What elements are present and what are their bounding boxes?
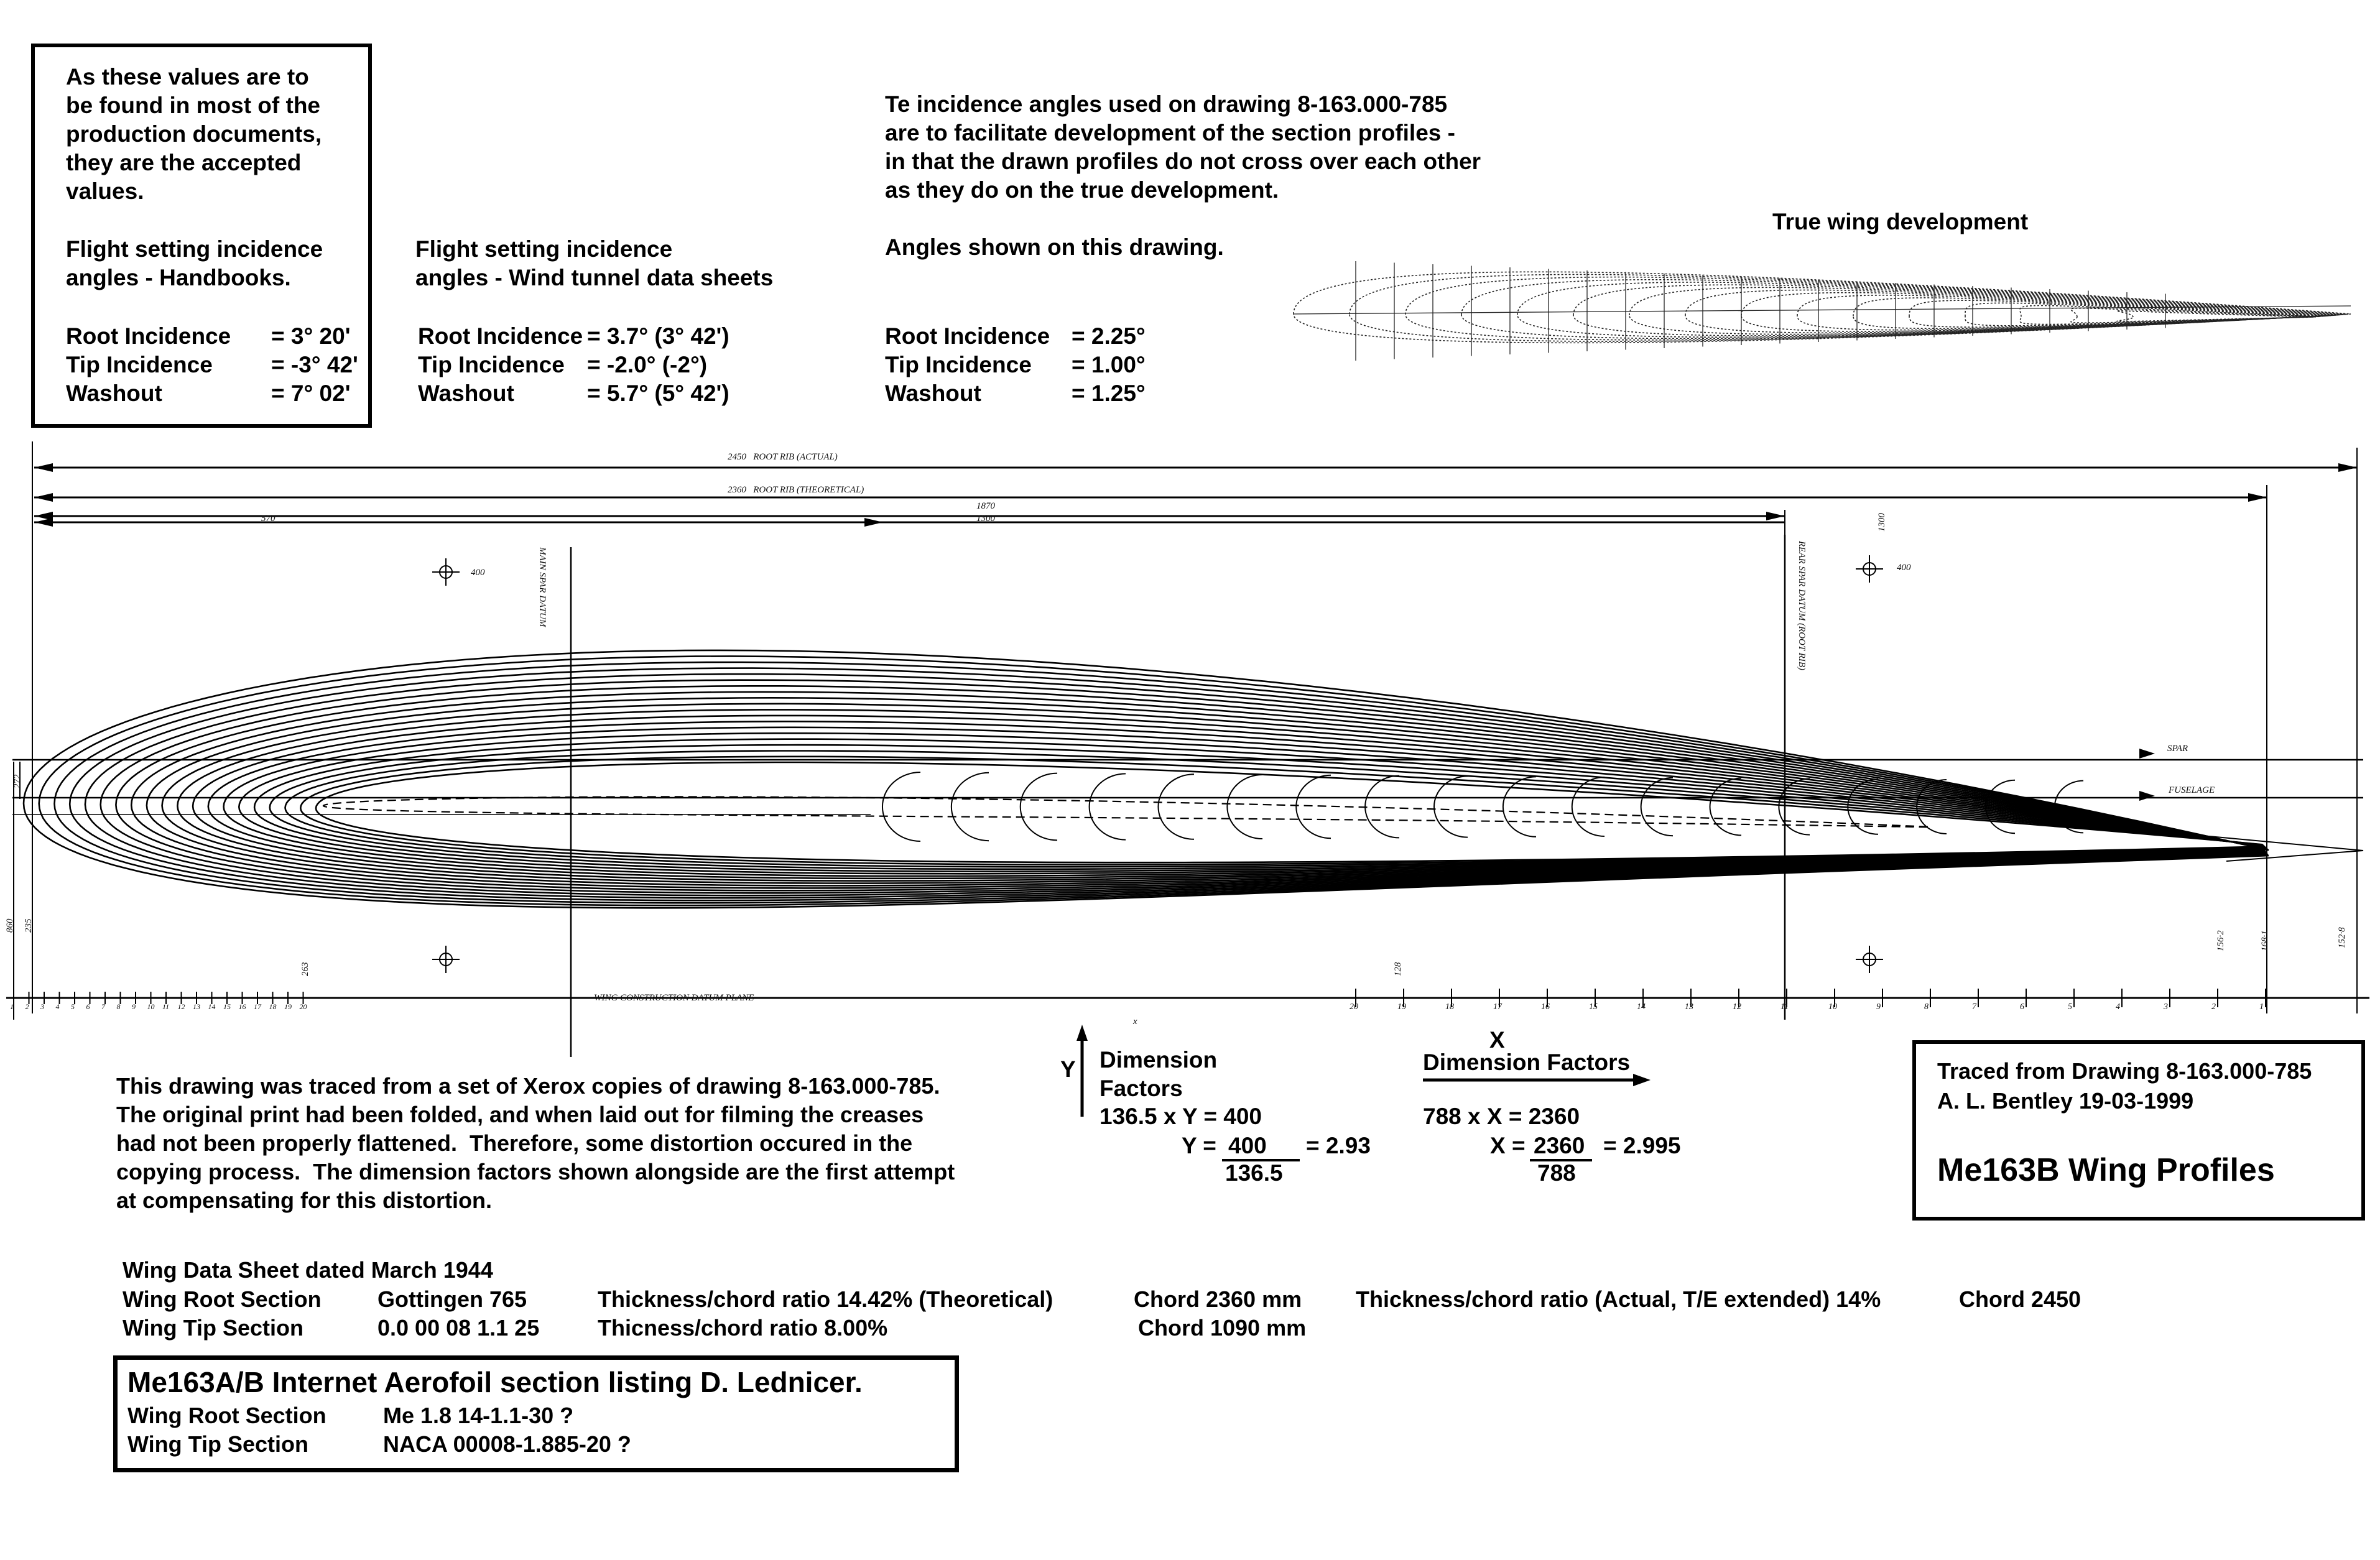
station-number: 10: [1828, 1002, 1837, 1012]
wing-data-sheet-header: Wing Data Sheet dated March 1944: [123, 1257, 493, 1283]
main-spar-datum-label: MAIN SPAR DATUM: [537, 547, 547, 627]
station-number: 7: [101, 1002, 105, 1011]
x-dimension-factors-title: Dimension Factors: [1423, 1050, 1631, 1075]
section-loop: [1021, 773, 1057, 841]
height-1528-label: 152·8: [2337, 927, 2347, 948]
y-factor-denominator: 136.5: [1225, 1160, 1283, 1186]
handbook-root-value: = 3° 20': [271, 323, 351, 349]
accepted-values-note: As these values are to be found in most of the production documents, they are the accepted values.: [66, 64, 322, 204]
station-number: 2: [25, 1002, 29, 1011]
spar-label: SPAR: [2167, 744, 2188, 754]
wind-tunnel-angles-table: [418, 322, 729, 408]
drawing-tip-label: Tip Incidence: [885, 352, 1032, 377]
station-number: 1: [2259, 1002, 2264, 1012]
station-number: 3: [40, 1002, 44, 1011]
x-factor-lhs: X =: [1490, 1133, 1526, 1158]
station-number: 20: [1350, 1002, 1358, 1012]
true-wing-development-sketch: [1294, 261, 2351, 361]
station-number: 17: [1493, 1002, 1502, 1012]
y-dimension-factors-title: Dimension Factors: [1100, 1047, 1218, 1101]
drawing-tip-value: = 1.00°: [1072, 352, 1146, 377]
title-block-author: A. L. Bentley 19-03-1999: [1937, 1088, 2194, 1114]
point-400-left-label: 400: [471, 568, 485, 578]
station-number: 18: [1445, 1002, 1454, 1012]
handbook-root-label: Root Incidence: [66, 323, 231, 349]
handbook-angles-heading: Flight setting incidence angles - Handbooks.: [66, 236, 323, 290]
x-factor-result: = 2.995: [1603, 1133, 1681, 1158]
station-number: 3: [2164, 1002, 2168, 1012]
wing-root-thickness-ratio: Thickness/chord ratio 14.42% (Theoretical): [598, 1286, 1053, 1312]
fuselage-label: FUSELAGE: [2169, 785, 2215, 795]
wing-tip-thickness-ratio: Thicness/chord ratio 8.00%: [598, 1315, 888, 1341]
height-235-label: 235: [24, 918, 34, 933]
wind-tunnel-heading: Flight setting incidence angles - Wind tunnel data sheets: [415, 236, 774, 290]
wind-tunnel-root-value: = 3.7° (3° 42'): [587, 323, 729, 349]
construction-baseline: [6, 989, 2369, 1007]
station-number: 15: [1589, 1002, 1598, 1012]
wing-root-actual-ratio: Thickness/chord ratio (Actual, T/E extended) 14%: [1356, 1286, 1881, 1312]
dim-2450-label: 2450 ROOT RIB (ACTUAL): [728, 452, 838, 462]
station-number: 8: [1924, 1002, 1929, 1012]
handbook-angles-table: [66, 322, 358, 408]
true-wing-profile-line: [1350, 274, 2348, 341]
station-number: 7: [1972, 1002, 1976, 1012]
station-number: 19: [1397, 1002, 1406, 1012]
listing-root-value: Me 1.8 14-1.1-30 ?: [383, 1403, 574, 1428]
section-loop: [1503, 777, 1536, 837]
station-number: 19: [284, 1002, 292, 1011]
drawing-angles-table: [885, 322, 1146, 408]
dim-1300-label: 1300: [976, 514, 995, 524]
wind-tunnel-washout-value: = 5.7° (5° 42'): [587, 381, 729, 406]
y-factor-result: = 2.93: [1306, 1133, 1371, 1158]
wing-tip-label: Wing Tip Section: [123, 1315, 304, 1341]
station-number: 1: [10, 1002, 14, 1011]
handbook-tip-value: = -3° 42': [271, 352, 358, 377]
station-number: 18: [269, 1002, 277, 1011]
station-number: 16: [1541, 1002, 1550, 1012]
x-factor-numerator: 2360: [1534, 1133, 1585, 1158]
station-number: 12: [177, 1002, 185, 1011]
drawing-washout-label: Washout: [885, 381, 981, 406]
drawing-angles-note: Te incidence angles used on drawing 8-163.000-785 are to facilitate development of the section profiles - in that the drawn profiles do not cross over each other as they do on the true development.: [885, 91, 1481, 203]
internet-listing-title: Me163A/B Internet Aerofoil section listing D. Lednicer.: [127, 1366, 863, 1398]
station-number: 5: [71, 1002, 75, 1011]
airfoil-section-profiles: [24, 650, 2363, 908]
station-number: 9: [132, 1002, 136, 1011]
handbook-washout-value: = 7° 02': [271, 381, 351, 406]
inner-dashed-profile: [323, 796, 1928, 827]
section-loop: [1090, 773, 1126, 839]
station-number: 13: [193, 1002, 200, 1011]
wing-tip-chord: Chord 1090 mm: [1138, 1315, 1307, 1341]
y-axis-letter: Y: [1060, 1056, 1076, 1082]
handbook-washout-label: Washout: [66, 381, 162, 406]
title-block-source: Traced from Drawing 8-163.000-785: [1937, 1058, 2312, 1084]
fuselage-arrow-icon: [2139, 791, 2155, 801]
handbook-tip-label: Tip Incidence: [66, 352, 213, 377]
dimension-arrow-icon: [34, 463, 53, 472]
y-factor-lhs: Y =: [1182, 1133, 1216, 1158]
station-number: 5: [2068, 1002, 2072, 1012]
station-number: 4: [55, 1002, 60, 1011]
x-axis-arrow-icon: [1422, 1071, 1652, 1089]
x-mark-label: x: [1133, 1017, 1137, 1027]
rear-spar-datum-label: REAR SPAR DATUM (ROOT RIB): [1797, 541, 1807, 671]
wind-tunnel-tip-value: = -2.0° (-2°): [587, 352, 708, 377]
dimension-lines: [32, 441, 2357, 1013]
dim-570-label: 570: [261, 514, 276, 524]
height-272-label: 272: [12, 774, 22, 788]
station-number: 4: [2116, 1002, 2120, 1012]
dimension-arrow-icon: [2248, 493, 2267, 502]
drawing-washout-value: = 1.25°: [1072, 381, 1146, 406]
wing-root-section: Gottingen 765: [377, 1286, 527, 1312]
wing-tip-section: 0.0 00 08 1.1 25: [377, 1315, 540, 1341]
station-number: 17: [254, 1002, 261, 1011]
station-number: 13: [1685, 1002, 1693, 1012]
true-wing-development-label: True wing development: [1772, 209, 2029, 234]
x-factor-denominator: 788: [1537, 1160, 1576, 1186]
section-loop: [952, 773, 989, 841]
height-263-label: 263: [300, 962, 310, 976]
station-number: 6: [2020, 1002, 2024, 1012]
dimension-arrow-icon: [34, 493, 53, 502]
height-1562-label: 156·2: [2216, 930, 2226, 951]
section-loop: [1572, 777, 1604, 836]
spar-arrow-icon: [2139, 749, 2155, 759]
station-number: 11: [1780, 1002, 1789, 1012]
dim-1300-vertical-label: 1300: [1877, 513, 1887, 532]
wing-root-actual-chord: Chord 2450: [1959, 1286, 2081, 1312]
station-number: 12: [1733, 1002, 1741, 1012]
drawing-root-value: = 2.25°: [1072, 323, 1146, 349]
wind-tunnel-washout-label: Washout: [418, 381, 514, 406]
height-128-label: 128: [1393, 962, 1403, 976]
listing-tip-label: Wing Tip Section: [127, 1431, 309, 1457]
wind-tunnel-root-label: Root Incidence: [418, 323, 583, 349]
station-number: 6: [86, 1002, 90, 1011]
y-factor-equation: 136.5 x Y = 400: [1100, 1104, 1262, 1129]
drawing-root-label: Root Incidence: [885, 323, 1050, 349]
dim-2360-label: 2360 ROOT RIB (THEORETICAL): [728, 485, 864, 495]
x-factor-equation: 788 x X = 2360: [1423, 1104, 1580, 1129]
dim-1870-label: 1870: [976, 501, 995, 511]
station-number: 16: [238, 1002, 246, 1011]
station-number: 14: [208, 1002, 216, 1011]
height-1681-label: 168·1: [2260, 930, 2270, 951]
station-number: 11: [162, 1002, 170, 1011]
station-number: 14: [1637, 1002, 1646, 1012]
station-number: 9: [1876, 1002, 1881, 1012]
drawing-title: Me163B Wing Profiles: [1937, 1152, 2275, 1188]
traced-distortion-note: This drawing was traced from a set of Xerox copies of drawing 8-163.000-785. The original print had been folded, and when laid out for filming the creases had not been properly flattened. Therefore, some distortion occured in the copying process. The dimension factors shown alongside are the first attempt at compensating for this distortion.: [116, 1073, 955, 1213]
listing-root-label: Wing Root Section: [127, 1403, 326, 1428]
wing-root-chord: Chord 2360 mm: [1134, 1286, 1302, 1312]
dimension-arrow-icon: [34, 518, 53, 527]
section-loop: [882, 772, 920, 841]
dimension-arrow-icon: [2338, 463, 2357, 472]
section-loop: [1365, 776, 1399, 838]
dimension-arrow-icon: [1766, 512, 1785, 520]
listing-tip-value: NACA 00008-1.885-20 ?: [383, 1431, 631, 1457]
station-number: 10: [147, 1002, 155, 1011]
wing-root-label: Wing Root Section: [123, 1286, 322, 1312]
station-number: 8: [116, 1002, 121, 1011]
construction-plane-label: WING CONSTRUCTION DATUM PLANE: [594, 993, 754, 1003]
section-loop: [1227, 775, 1262, 839]
station-number: 20: [299, 1002, 307, 1011]
station-number: 2: [2211, 1002, 2216, 1012]
drawing-angles-heading: Angles shown on this drawing.: [885, 234, 1224, 260]
section-loop: [1158, 774, 1194, 839]
height-860-label: 860: [5, 918, 15, 933]
y-factor-numerator: 400: [1228, 1133, 1267, 1158]
wind-tunnel-tip-label: Tip Incidence: [418, 352, 565, 377]
x-axis-letter: X: [1489, 1027, 1505, 1053]
station-number: 15: [223, 1002, 231, 1011]
airfoil-profile-line: [285, 751, 2264, 867]
point-400-right-label: 400: [1897, 563, 1911, 573]
